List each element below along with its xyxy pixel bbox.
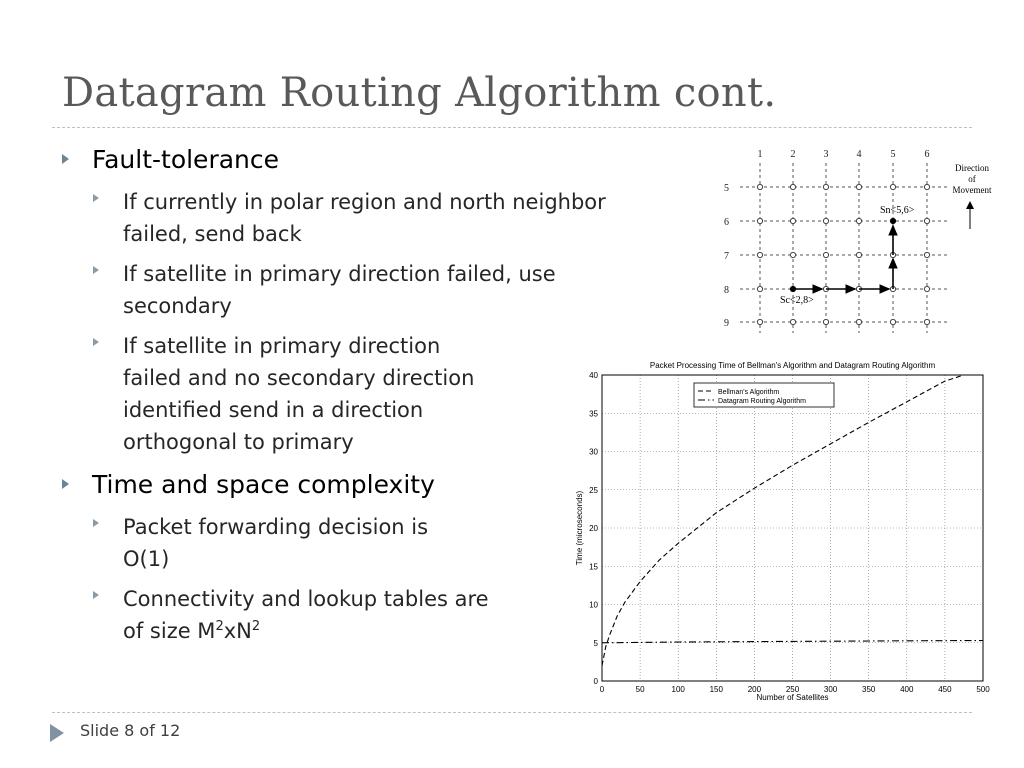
grid-node: [823, 319, 828, 324]
legend-entry: Datagram Routing Algorithm: [718, 398, 806, 405]
grid-node: [924, 319, 929, 324]
x-tick-label: 150: [709, 685, 723, 694]
bullet-arrow-icon: [93, 519, 99, 527]
grid-column-label: 6: [924, 149, 930, 160]
superscript: 2: [215, 619, 224, 634]
grid-node: [924, 252, 929, 257]
grid-node: [856, 252, 861, 257]
grid-node: [757, 319, 762, 324]
direction-arrowhead: [966, 201, 974, 209]
grid-node: [823, 218, 828, 223]
bullet-arrow-icon: [62, 479, 69, 489]
y-tick-label: 30: [589, 447, 598, 457]
chart-svg: [570, 355, 996, 700]
sub-bullet-line: secondary: [123, 294, 232, 318]
grid-column-label: 3: [823, 149, 829, 160]
grid-node: [757, 218, 762, 223]
size-mid: xN: [223, 619, 252, 643]
x-tick-label: 350: [862, 685, 876, 694]
y-tick-label: 10: [589, 600, 598, 610]
direction-label: Direction: [955, 163, 989, 173]
grid-node: [924, 184, 929, 189]
x-tick-label: 200: [747, 685, 762, 694]
y-tick-label: 20: [589, 524, 598, 533]
grid-layer: [724, 149, 992, 333]
series-line-0: [602, 375, 964, 666]
grid-row-label: 7: [724, 251, 729, 262]
source-node: [790, 286, 796, 292]
y-axis-label: Time (microseconds): [575, 490, 584, 566]
grid-node: [890, 184, 895, 189]
x-axis-label: Number of Satellites: [756, 693, 829, 700]
sub-bullet-line: If currently in polar region and north neighbor: [123, 190, 606, 214]
x-tick-label: 300: [823, 685, 838, 694]
sub-bullet-line: Connectivity and lookup tables are: [123, 587, 489, 611]
sub-bullet-line: failed, send back: [123, 222, 302, 246]
y-tick-label: 5: [593, 638, 598, 648]
slide-title: Datagram Routing Algorithm cont.: [62, 70, 777, 116]
bullet-label: Time and space complexity: [92, 470, 435, 499]
grid-node: [823, 252, 828, 257]
bullet-arrow-icon: [62, 154, 69, 164]
y-tick-label: 0: [593, 677, 598, 686]
grid-node: [757, 286, 762, 291]
destination-node: [890, 218, 896, 224]
chart-title: Packet Processing Time of Bellman's Algorithm and Datagram Routing Algorithm: [649, 361, 936, 370]
y-tick-label: 35: [589, 409, 598, 419]
bullet-arrow-icon: [93, 591, 99, 599]
bullet-arrow-icon: [93, 338, 99, 346]
legend-entry: Bellman's Algorithm: [718, 389, 780, 396]
x-tick-label: 500: [976, 685, 990, 694]
grid-column-label: 1: [757, 149, 763, 160]
grid-column-label: 4: [856, 149, 862, 160]
x-tick-label: 0: [599, 685, 605, 694]
sub-bullet-line: identified send in a direction: [123, 398, 424, 422]
grid-row-label: 8: [724, 285, 729, 296]
grid-node: [856, 184, 861, 189]
grid-svg: [718, 143, 1000, 335]
sub-bullet-forwarding: [93, 511, 428, 575]
grid-node: [924, 218, 929, 223]
sub-bullet-table-size: [93, 583, 489, 647]
size-prefix: of size M: [123, 619, 216, 643]
grid-column-label: 2: [790, 149, 796, 160]
bullet-arrow-icon: [93, 194, 99, 202]
bullet-label: Fault-tolerance: [92, 145, 280, 174]
grid-node: [790, 319, 795, 324]
grid-node: [790, 252, 795, 257]
superscript: 2: [251, 619, 261, 634]
grid-row-label: 6: [724, 217, 729, 228]
sub-bullet-line: If satellite in primary direction: [123, 334, 441, 358]
x-tick-label: 450: [938, 685, 952, 694]
grid-node: [757, 252, 762, 257]
source-label: Sc<2,8>: [780, 295, 814, 306]
direction-label: Movement: [952, 185, 992, 195]
grid-node: [924, 286, 929, 291]
grid-node: [856, 218, 861, 223]
sub-bullet-line: orthogonal to primary: [123, 430, 354, 454]
grid-row-label: 5: [724, 183, 729, 194]
bullet-complexity: [62, 470, 435, 500]
x-tick-label: 50: [635, 685, 645, 694]
grid-node: [823, 184, 828, 189]
grid-node: [790, 184, 795, 189]
x-tick-label: 100: [671, 685, 685, 694]
grid-column-label: 5: [890, 149, 896, 160]
grid-row-label: 9: [724, 318, 729, 329]
sub-bullet-line: If satellite in primary direction failed, use: [123, 262, 556, 286]
grid-node: [790, 218, 795, 223]
bullet-arrow-icon: [93, 266, 99, 274]
grid-node: [757, 184, 762, 189]
y-tick-label: 40: [589, 371, 598, 380]
sub-bullet-line: failed and no secondary direction: [123, 366, 475, 390]
sub-bullet-primary-failed: [93, 258, 556, 322]
x-tick-label: 250: [785, 685, 800, 694]
sub-bullet-line: [123, 615, 489, 647]
title-divider: [52, 127, 972, 128]
y-tick-label: 25: [589, 485, 598, 495]
sub-bullet-line: Packet forwarding decision is: [123, 515, 429, 539]
satellite-grid-diagram: [718, 143, 1000, 340]
packet-processing-chart: [570, 355, 996, 705]
x-tick-label: 400: [900, 685, 914, 694]
sub-bullet-polar-region: [93, 186, 606, 250]
grid-node: [890, 319, 895, 324]
sub-bullet-orthogonal: [93, 330, 474, 458]
destination-label: Sn<5,6>: [880, 205, 915, 216]
y-tick-label: 15: [589, 562, 598, 572]
footer-divider: [52, 712, 972, 713]
grid-node: [856, 319, 861, 324]
direction-label: of: [968, 174, 976, 184]
bullet-fault-tolerance: [62, 145, 279, 175]
slide-arrow-icon: [50, 724, 64, 742]
slide-number: Slide 8 of 12: [80, 721, 181, 740]
sub-bullet-line: O(1): [123, 547, 170, 571]
